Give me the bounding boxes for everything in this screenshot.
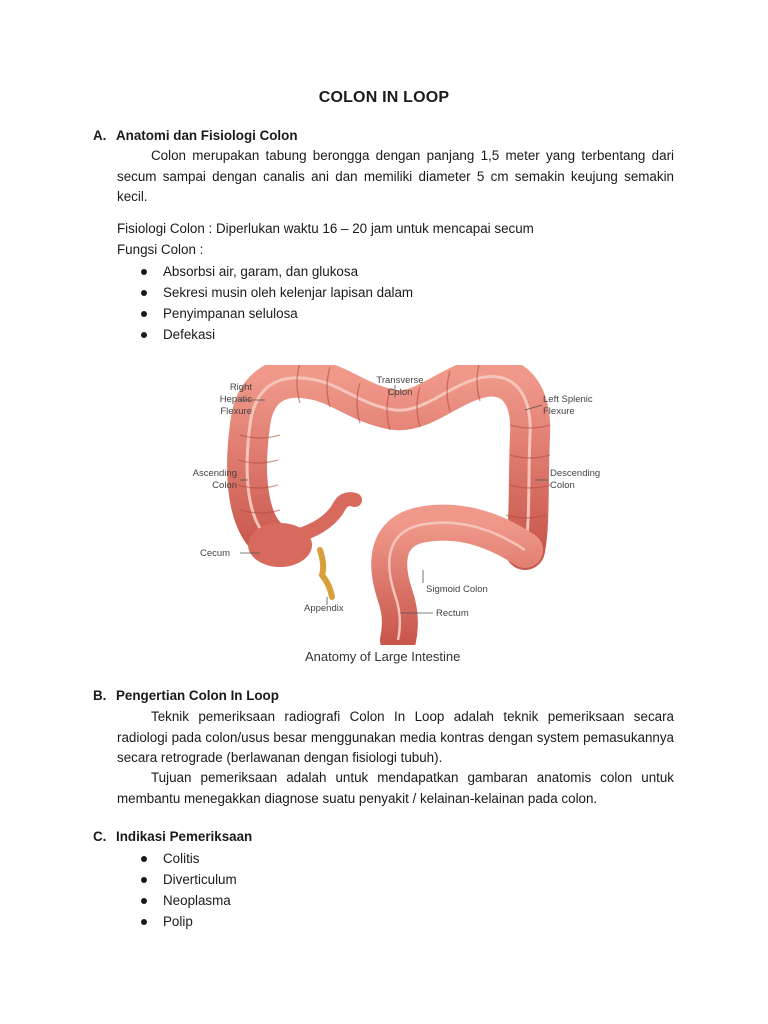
section-b-title: Pengertian Colon In Loop <box>116 688 279 703</box>
label-sigmoid: Sigmoid Colon <box>426 584 488 595</box>
bullet-icon <box>141 290 147 296</box>
indikasi-list <box>117 848 237 932</box>
label-cecum: Cecum <box>200 548 231 559</box>
bullet-icon <box>141 311 147 317</box>
bullet-icon <box>141 269 147 275</box>
section-b-paragraph-1: Teknik pemeriksaan radiografi Colon In Loop adalah teknik pemeriksaan secara radiologi pada colon/usus besar menggunakan media kontras dengan system pemasukannya secara retrograde (berlawanan dengan fisiologi tubuh). <box>117 709 674 765</box>
section-a-heading <box>93 128 298 143</box>
bullet-icon <box>141 856 147 862</box>
fungsi-label: Fungsi Colon : <box>117 242 204 257</box>
section-c-heading <box>93 829 252 844</box>
label-appendix: Appendix <box>304 603 344 614</box>
section-b-paragraph-2: Tujuan pemeriksaan adalah untuk mendapatkan gambaran anatomis colon untuk membantu menegakkan diagnose suatu penyakit / kelainan-kelainan pada colon. <box>117 770 674 806</box>
section-c-letter: C. <box>93 829 107 844</box>
list-item: Polip <box>117 911 237 932</box>
fungsi-list <box>117 261 413 345</box>
list-item: Neoplasma <box>117 890 237 911</box>
bullet-icon <box>141 898 147 904</box>
section-a-paragraph: Colon merupakan tabung berongga dengan panjang 1,5 meter yang terbentang dari secum sampai dengan canalis ani dan memiliki diameter 5 cm semakin keujung semakin kecil. <box>117 148 674 204</box>
list-item: Absorbsi air, garam, dan glukosa <box>117 261 413 282</box>
label-transverse: Transverse Colon <box>376 375 424 398</box>
label-ascending: Ascending Colon <box>192 468 237 491</box>
section-b-paragraph-1-block <box>117 707 674 769</box>
fisiologi-line: Fisiologi Colon : Diperlukan waktu 16 – 20 jam untuk mencapai secum <box>117 221 534 236</box>
section-b-paragraph-2-block <box>117 768 674 809</box>
figure-caption: Anatomy of Large Intestine <box>305 649 461 664</box>
bullet-icon <box>141 332 147 338</box>
page-title: COLON IN LOOP <box>318 89 450 106</box>
label-right-hepatic: Right Hepatic Flexure <box>219 382 252 417</box>
bullet-icon <box>141 877 147 883</box>
sigmoid-rectum <box>389 523 525 640</box>
large-intestine-figure <box>180 365 620 670</box>
section-c-title: Indikasi Pemeriksaan <box>116 829 253 844</box>
list-item: Defekasi <box>117 324 413 345</box>
list-item: Penyimpanan selulosa <box>117 303 413 324</box>
list-item: Sekresi musin oleh kelenjar lapisan dalam <box>117 282 413 303</box>
bullet-icon <box>141 919 147 925</box>
appendix-shape <box>320 550 332 597</box>
label-descending: Descending Colon <box>550 468 601 491</box>
section-a-paragraph-block <box>117 146 674 208</box>
section-b-letter: B. <box>93 688 107 703</box>
section-a-letter: A. <box>93 128 107 143</box>
label-rectum: Rectum <box>436 608 469 619</box>
list-item: Diverticulum <box>117 869 237 890</box>
list-item: Colitis <box>117 848 237 869</box>
label-left-splenic: Left Splenic Flexure <box>543 394 593 417</box>
section-a-title: Anatomi dan Fisiologi Colon <box>116 128 298 143</box>
section-b-heading <box>93 688 279 703</box>
